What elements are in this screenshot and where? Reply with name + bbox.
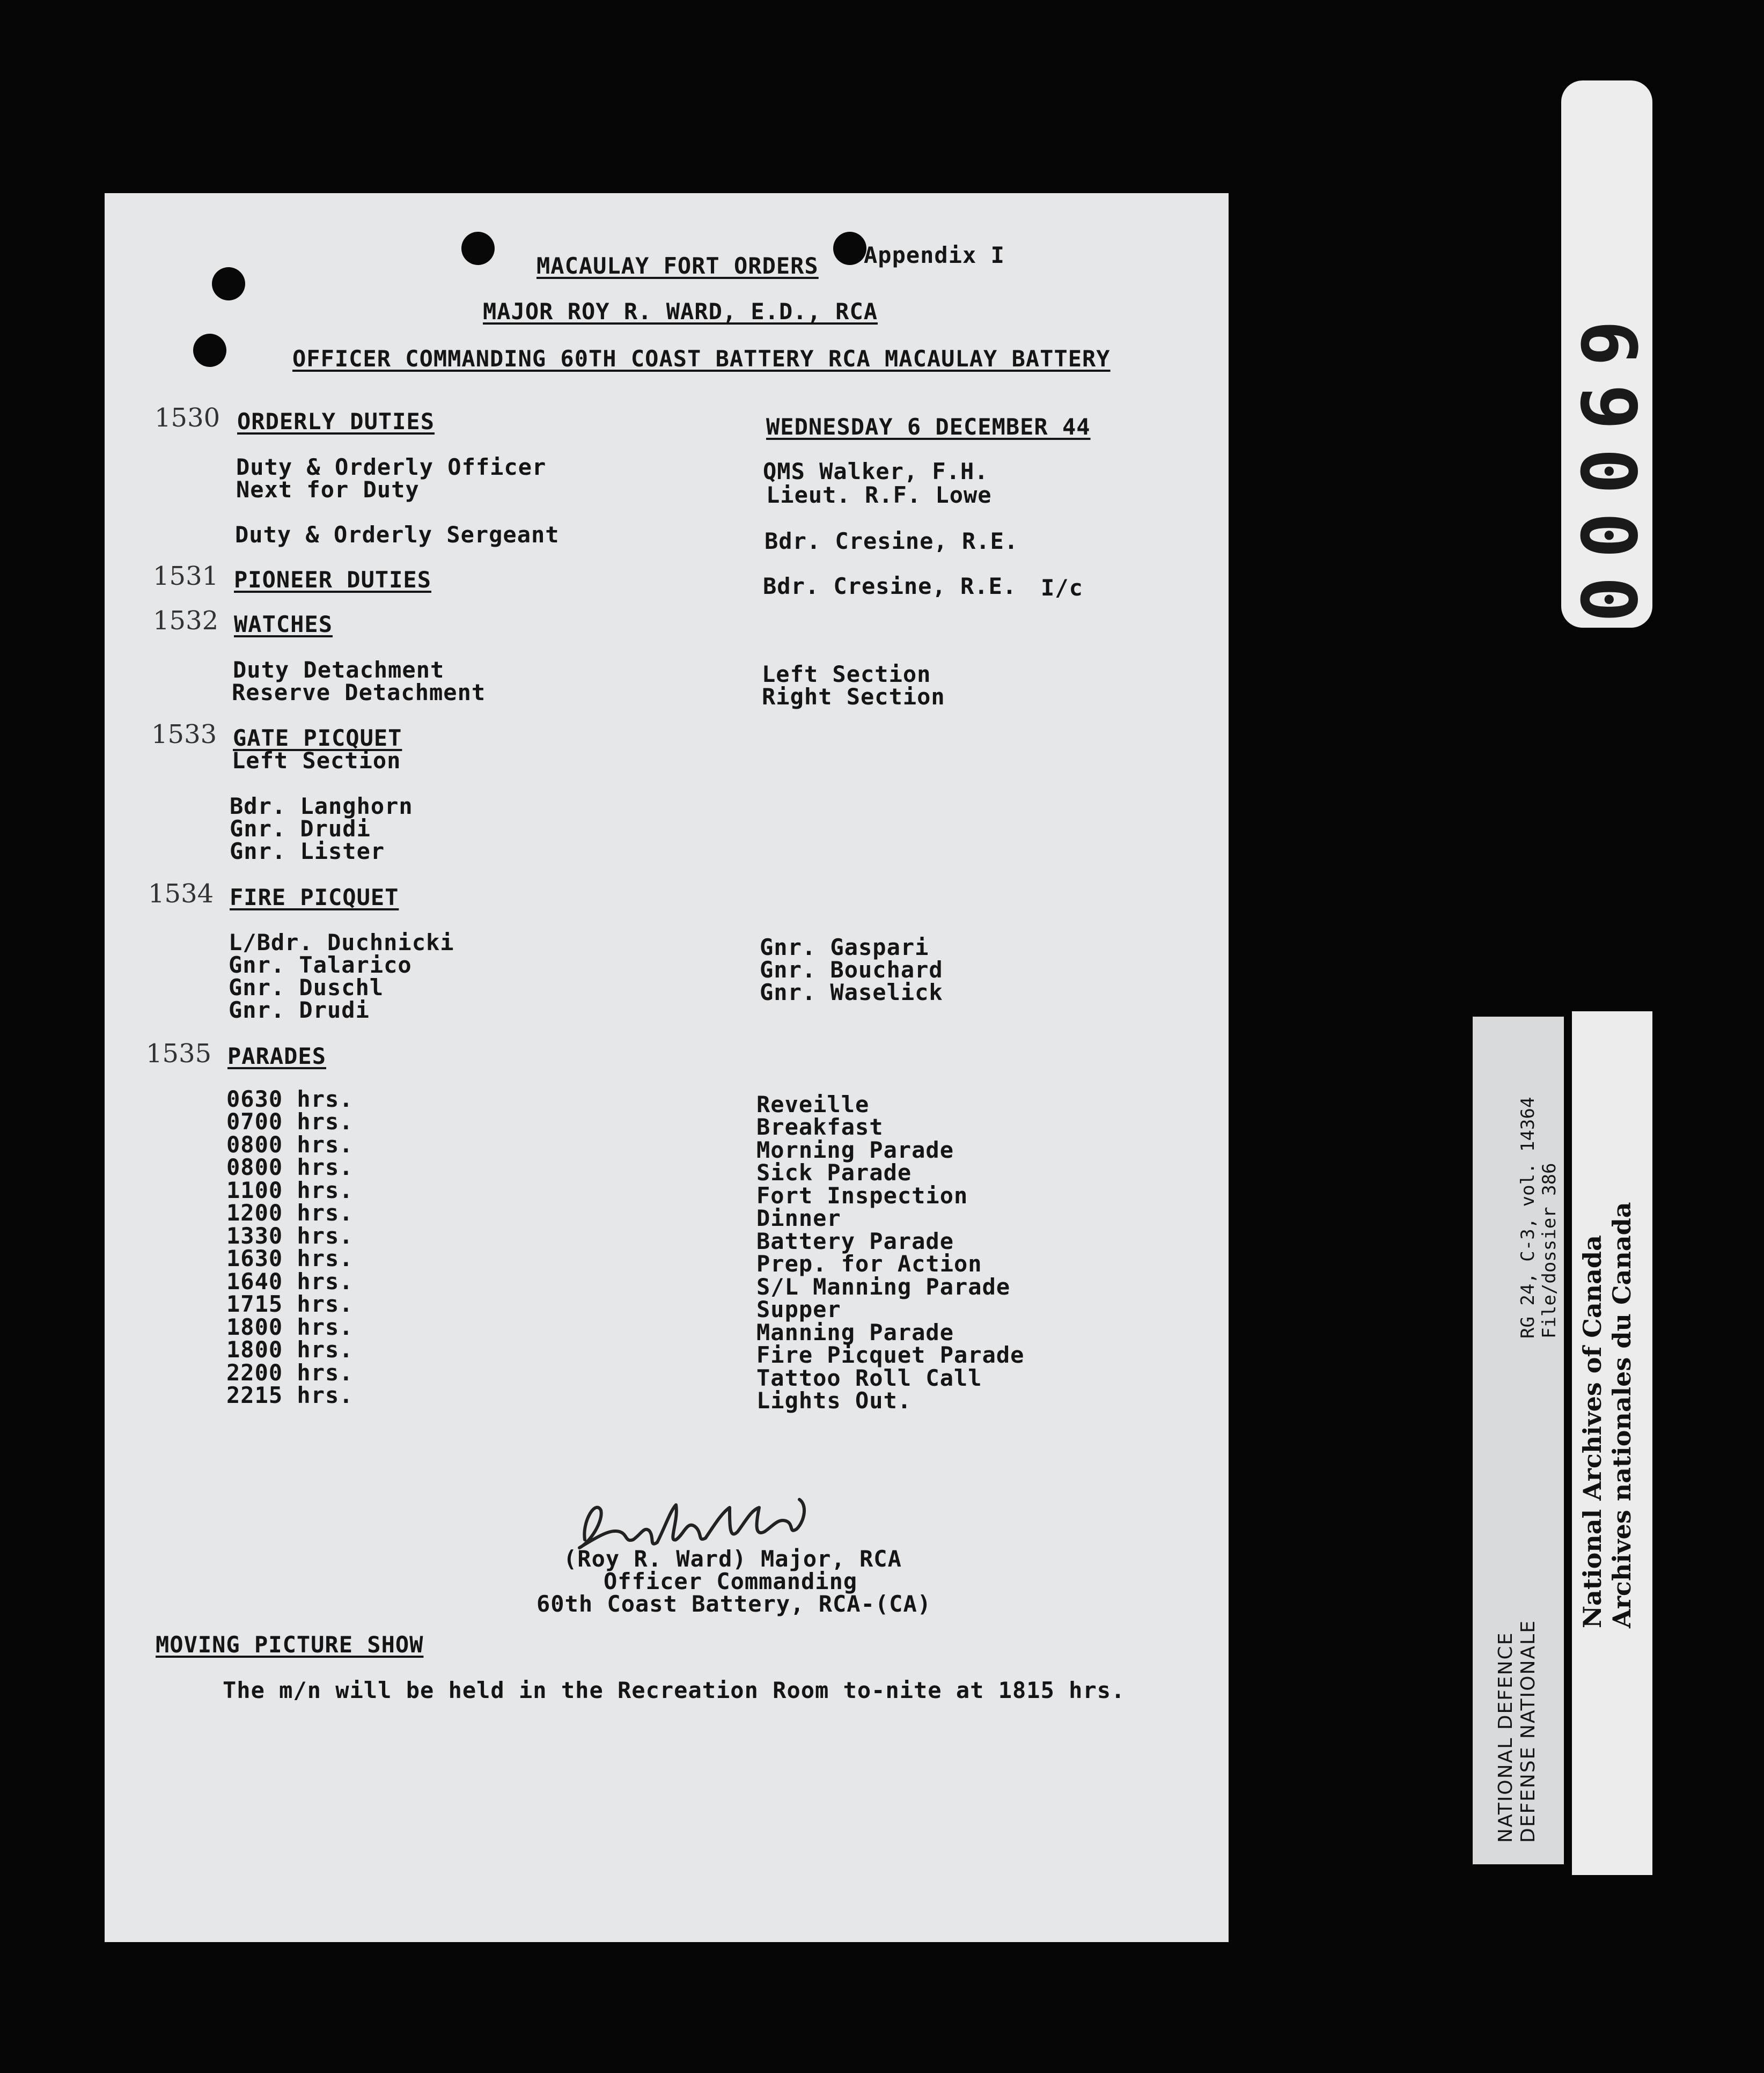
signature-unit: 60th Coast Battery, RCA-(CA): [536, 1591, 932, 1617]
parade-event: Dinner: [756, 1205, 841, 1231]
section-heading: PIONEER DUTIES: [234, 567, 432, 593]
parade-event: Reveille: [756, 1091, 870, 1118]
picquet-name: Bdr. Langhorn: [230, 793, 413, 819]
parade-time: 1630 hrs.: [226, 1245, 354, 1271]
signature-name: (Roy R. Ward) Major, RCA: [563, 1546, 902, 1572]
parade-event: Prep. for Action: [756, 1251, 982, 1277]
parade-time: 2200 hrs.: [226, 1359, 354, 1386]
picquet-name: Gnr. Drudi: [230, 815, 371, 842]
parade-time: 1800 hrs.: [226, 1314, 354, 1340]
parade-time: 0800 hrs.: [226, 1131, 354, 1158]
parade-event: Supper: [756, 1296, 841, 1322]
duty-label: Reserve Detachment: [232, 679, 486, 705]
orders-title: MACAULAY FORT ORDERS: [536, 253, 819, 279]
duty-label: Duty & Orderly Officer: [236, 454, 547, 480]
parade-time: 2215 hrs.: [226, 1382, 354, 1408]
archives-label-strip: [1572, 1011, 1652, 1875]
duty-value: Right Section: [762, 683, 945, 710]
picquet-name: Gnr. Duschl: [229, 974, 384, 1001]
parade-event: Fire Picquet Parade: [756, 1342, 1025, 1368]
parade-event: Tattoo Roll Call: [756, 1365, 982, 1391]
order-number: 1534: [148, 879, 214, 909]
section-heading: FIRE PICQUET: [230, 884, 399, 910]
order-date: WEDNESDAY 6 DECEMBER 44: [766, 414, 1091, 440]
archive-reference-strip: [1473, 1017, 1564, 1864]
punch-hole: [461, 232, 495, 265]
order-number: 1532: [153, 606, 219, 636]
duty-value: QMS Walker, F.H.: [763, 458, 989, 484]
parade-event: Fort Inspection: [756, 1182, 968, 1209]
order-number: 1531: [153, 561, 219, 591]
duty-value: Left Section: [762, 661, 931, 687]
department-en: NATIONAL DEFENCE: [1495, 1631, 1517, 1843]
picquet-name: Gnr. Bouchard: [760, 957, 943, 983]
duty-note: I/c: [1041, 575, 1083, 601]
section-subheading: Left Section: [232, 747, 401, 774]
parade-event: Morning Parade: [756, 1137, 954, 1163]
parade-time: 1200 hrs.: [226, 1200, 354, 1226]
parade-time: 1715 hrs.: [226, 1291, 354, 1317]
order-number: 1535: [146, 1039, 212, 1069]
picquet-name: Gnr. Talarico: [229, 952, 412, 978]
duty-value: Bdr. Cresine, R.E.: [765, 528, 1019, 554]
parade-time: 0630 hrs.: [226, 1086, 354, 1112]
parade-time: 0800 hrs.: [226, 1154, 354, 1180]
duty-label: Next for Duty: [236, 476, 420, 503]
parade-event: Sick Parade: [756, 1159, 912, 1186]
duty-value: Lieut. R.F. Lowe: [766, 482, 992, 508]
section-heading: ORDERLY DUTIES: [237, 408, 435, 435]
picquet-name: Gnr. Gaspari: [760, 934, 929, 960]
moving-picture-heading: MOVING PICTURE SHOW: [156, 1631, 424, 1658]
archives-name-en: National Archives of Canada: [1578, 1235, 1607, 1628]
archive-file: File/dossier 386: [1539, 1163, 1560, 1339]
parade-event: S/L Manning Parade: [756, 1274, 1011, 1300]
picquet-name: L/Bdr. Duchnicki: [229, 929, 454, 955]
archive-reference: RG 24, C-3, vol. 14364: [1517, 1097, 1539, 1339]
archives-name-fr: Archives nationales du Canada: [1607, 1202, 1636, 1628]
order-number: 1533: [151, 719, 217, 749]
order-number: 1530: [155, 403, 220, 433]
commander-line: MAJOR ROY R. WARD, E.D., RCA: [483, 298, 878, 325]
duty-label: Duty & Orderly Sergeant: [235, 521, 560, 548]
parade-event: Breakfast: [756, 1114, 884, 1140]
signature-title: Officer Commanding: [604, 1568, 858, 1594]
duty-label: Duty Detachment: [233, 657, 445, 683]
appendix-label: Appendix I: [864, 242, 1005, 268]
picquet-name: Gnr. Waselick: [760, 979, 943, 1005]
parade-time: 1330 hrs.: [226, 1223, 354, 1249]
picquet-name: Gnr. Drudi: [229, 997, 370, 1023]
department-fr: DEFENSE NATIONALE: [1517, 1620, 1539, 1843]
picquet-name: Gnr. Lister: [230, 838, 385, 864]
parade-event: Battery Parade: [756, 1228, 954, 1254]
frame-number-stamp: [1561, 80, 1655, 628]
duty-value: Bdr. Cresine, R.E.: [763, 573, 1017, 599]
parade-event: Lights Out.: [756, 1387, 912, 1414]
parade-time: 1800 hrs.: [226, 1336, 354, 1363]
parade-event: Manning Parade: [756, 1319, 954, 1346]
parade-time: 1640 hrs.: [226, 1268, 354, 1295]
frame-number: 00069: [1567, 302, 1655, 622]
section-heading: GATE PICQUET: [233, 725, 402, 751]
section-heading: PARADES: [227, 1043, 327, 1069]
parade-time: 1100 hrs.: [226, 1177, 354, 1203]
moving-picture-text: The m/n will be held in the Recreation Room to-nite at 1815 hrs.: [223, 1677, 1126, 1703]
punch-hole: [833, 232, 866, 265]
punch-hole: [212, 267, 245, 300]
parade-time: 0700 hrs.: [226, 1108, 354, 1135]
punch-hole: [193, 334, 226, 367]
unit-line: OFFICER COMMANDING 60TH COAST BATTERY RCA MACAULAY BATTERY: [292, 346, 1111, 372]
section-heading: WATCHES: [234, 611, 333, 637]
